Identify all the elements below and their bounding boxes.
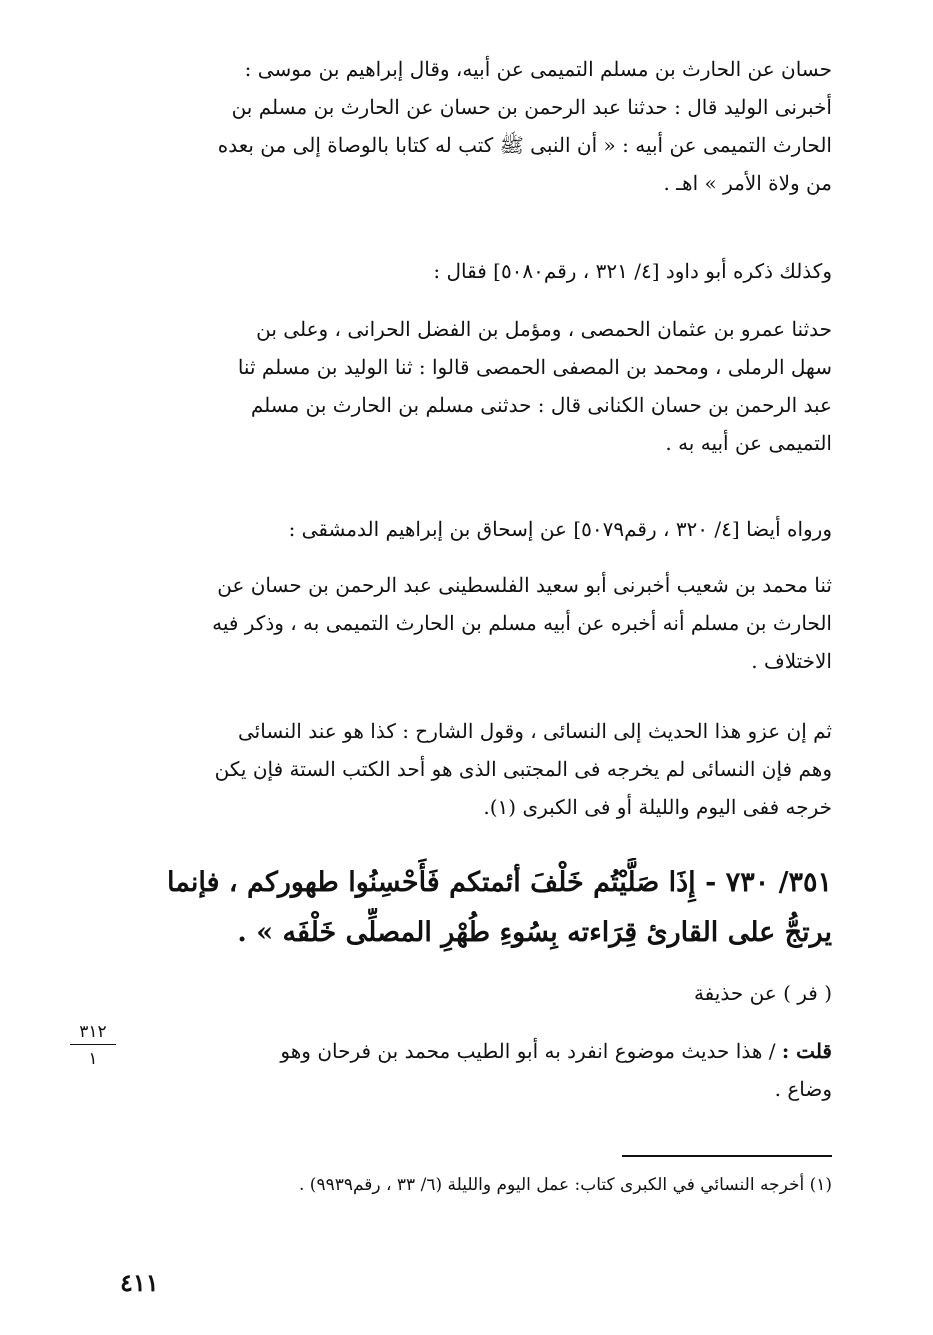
text-line: الاختلاف . (751, 649, 832, 673)
paragraph-5 (128, 566, 832, 680)
text-line: ثم إن عزو هذا الحديث إلى النسائى ، وقول الشارح : كذا هو عند النسائى (237, 719, 832, 743)
text-line: وضاع . (774, 1077, 832, 1101)
text-line: التميمى عن أبيه به . (665, 431, 832, 455)
qult-text: / هذا حديث موضوع انفرد به أبو الطيب محمد بن فرحان وهو (280, 1039, 776, 1063)
source-line: ( فر ) عن حذيفة (693, 981, 832, 1005)
hadith-text (128, 858, 832, 958)
qult-label: قلت : (781, 1039, 832, 1063)
paragraph-6 (128, 712, 832, 826)
hadith-source (128, 974, 832, 1012)
margin-page-reference (70, 1022, 116, 1069)
text-line: خرجه ففى اليوم والليلة أو فى الكبرى (١). (483, 795, 832, 819)
footnote: (١) أخرجه النسائي في الكبرى كتاب: عمل اليوم والليلة (٦/ ٣٣ ، رقم٩٩٣٩) . (298, 1175, 832, 1195)
hadith-line: ٣٥١/ ٧٣٠ - إِذَا صَلَّيْتُم خَلْفَ أئمتكم فَأَحْسِنُوا طهوركم ، فإنما (167, 867, 832, 898)
text-line (128, 1032, 832, 1070)
text-line: ثنا محمد بن شعيب أخبرنى أبو سعيد الفلسطينى عبد الرحمن بن حسان عن (217, 573, 832, 597)
margin-ref-top: ٣١٢ (79, 1022, 107, 1042)
text-line: من ولاة الأمر » اهـ . (663, 171, 832, 195)
text-line: سهل الرملى ، ومحمد بن المصفى الحمصى قالوا : ثنا الوليد بن مسلم ثنا (237, 355, 832, 379)
margin-ref-rule (70, 1044, 116, 1045)
text-line: وهم فإن النسائى لم يخرجه فى المجتبى الذى هو أحد الكتب الستة فإن يكن (214, 757, 832, 781)
text-line: الحارث بن مسلم أنه أخبره عن أبيه مسلم بن الحارث التميمى به ، وذكر فيه (212, 611, 832, 635)
text-line: وكذلك ذكره أبو داود [٤/ ٣٢١ ، رقم٥٠٨٠] فقال : (433, 259, 832, 283)
paragraph-1 (128, 50, 832, 202)
margin-ref-bottom: ١ (88, 1049, 98, 1069)
footnote-separator (622, 1155, 832, 1157)
paragraph-4 (128, 510, 832, 548)
text-line: ورواه أيضا [٤/ ٣٢٠ ، رقم٥٠٧٩] عن إسحاق بن إبراهيم الدمشقى : (288, 517, 832, 541)
paragraph-3 (128, 310, 832, 462)
text-line: أخبرنى الوليد قال : حدثنا عبد الرحمن بن حسان عن الحارث بن مسلم بن (231, 95, 832, 119)
qult-paragraph (128, 1032, 832, 1108)
page-number: ٤١١ (120, 1268, 159, 1297)
text-line: الحارث التميمى عن أبيه : « أن النبى ﷺ كتب له كتابا بالوصاة إلى من بعده (217, 133, 832, 157)
text-line: عبد الرحمن بن حسان الكنانى قال : حدثنى مسلم بن الحارث بن مسلم (250, 393, 832, 417)
hadith-line: يرتجُّ على القارئ قِرَاءته بِسُوءِ طُهْرِ المصلِّى خَلْفَه » . (237, 917, 832, 948)
text-line: حدثنا عمرو بن عثمان الحمصى ، ومؤمل بن الفضل الحرانى ، وعلى بن (256, 317, 832, 341)
paragraph-2 (128, 252, 832, 290)
text-line: حسان عن الحارث بن مسلم التميمى عن أبيه، وقال إبراهيم بن موسى : (244, 57, 832, 81)
